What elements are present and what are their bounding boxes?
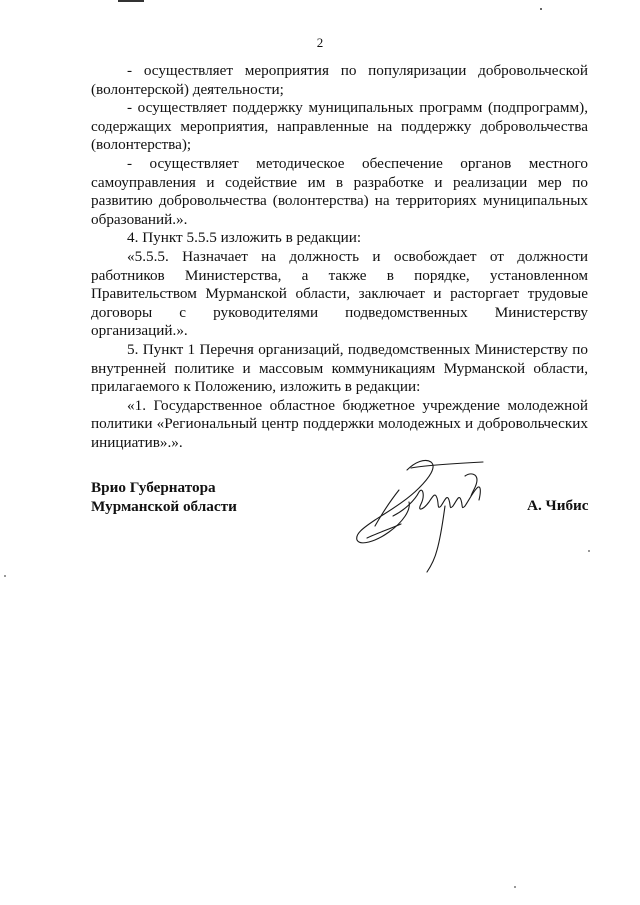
paragraph-organization-list: «1. Государственное областное бюджетное учреждение молодежной политики «Региональный центр поддержки молодежных и добровольческих инициатив».». (91, 396, 588, 451)
paragraph-popularization: - осуществляет мероприятия по популяризации добровольческой (волонтерской) деятельности; (91, 62, 588, 98)
document-body (91, 62, 588, 452)
paragraph-municipal-programs: - осуществляет поддержку муниципальных программ (подпрограмм), содержащих мероприятия, направленные на поддержку добровольчества (волонтерства); (91, 99, 588, 154)
paragraph-item-5: 5. Пункт 1 Перечня организаций, подведомственных Министерству по внутренней политике и массовым коммуникациям Мурманской области, прилагаемого к Положению, изложить в редакции: (91, 340, 588, 396)
handwritten-signature (345, 450, 515, 575)
signatory-position-line2: Мурманской области (91, 498, 237, 515)
signatory-position-line1: Врио Губернатора (91, 479, 216, 496)
paragraph-methodical-support: - осуществляет методическое обеспечение органов местного самоуправления и содействие им в разработке и реализации мер по развитию добровольчества (волонтерства) на территориях муниципальных образований.». (91, 154, 588, 228)
paragraph-item-4: 4. Пункт 5.5.5 изложить в редакции: (127, 229, 362, 247)
scan-speck (4, 575, 6, 577)
paragraph-clause-5-5-5: «5.5.5. Назначает на должность и освобождает от должности работников Министерства, а также в порядке, установленном Правительством Мурманской области, заключает и расторгает трудовые договоры с руководителями подведомственных Министерству организаций.». (91, 247, 588, 340)
scan-speck (514, 886, 516, 888)
scan-speck (540, 8, 542, 10)
signatory-position (91, 478, 237, 516)
scan-speck (588, 550, 590, 552)
signer-name: А. Чибис (527, 497, 589, 514)
scan-mark (118, 0, 144, 2)
page-number: 2 (316, 35, 324, 50)
